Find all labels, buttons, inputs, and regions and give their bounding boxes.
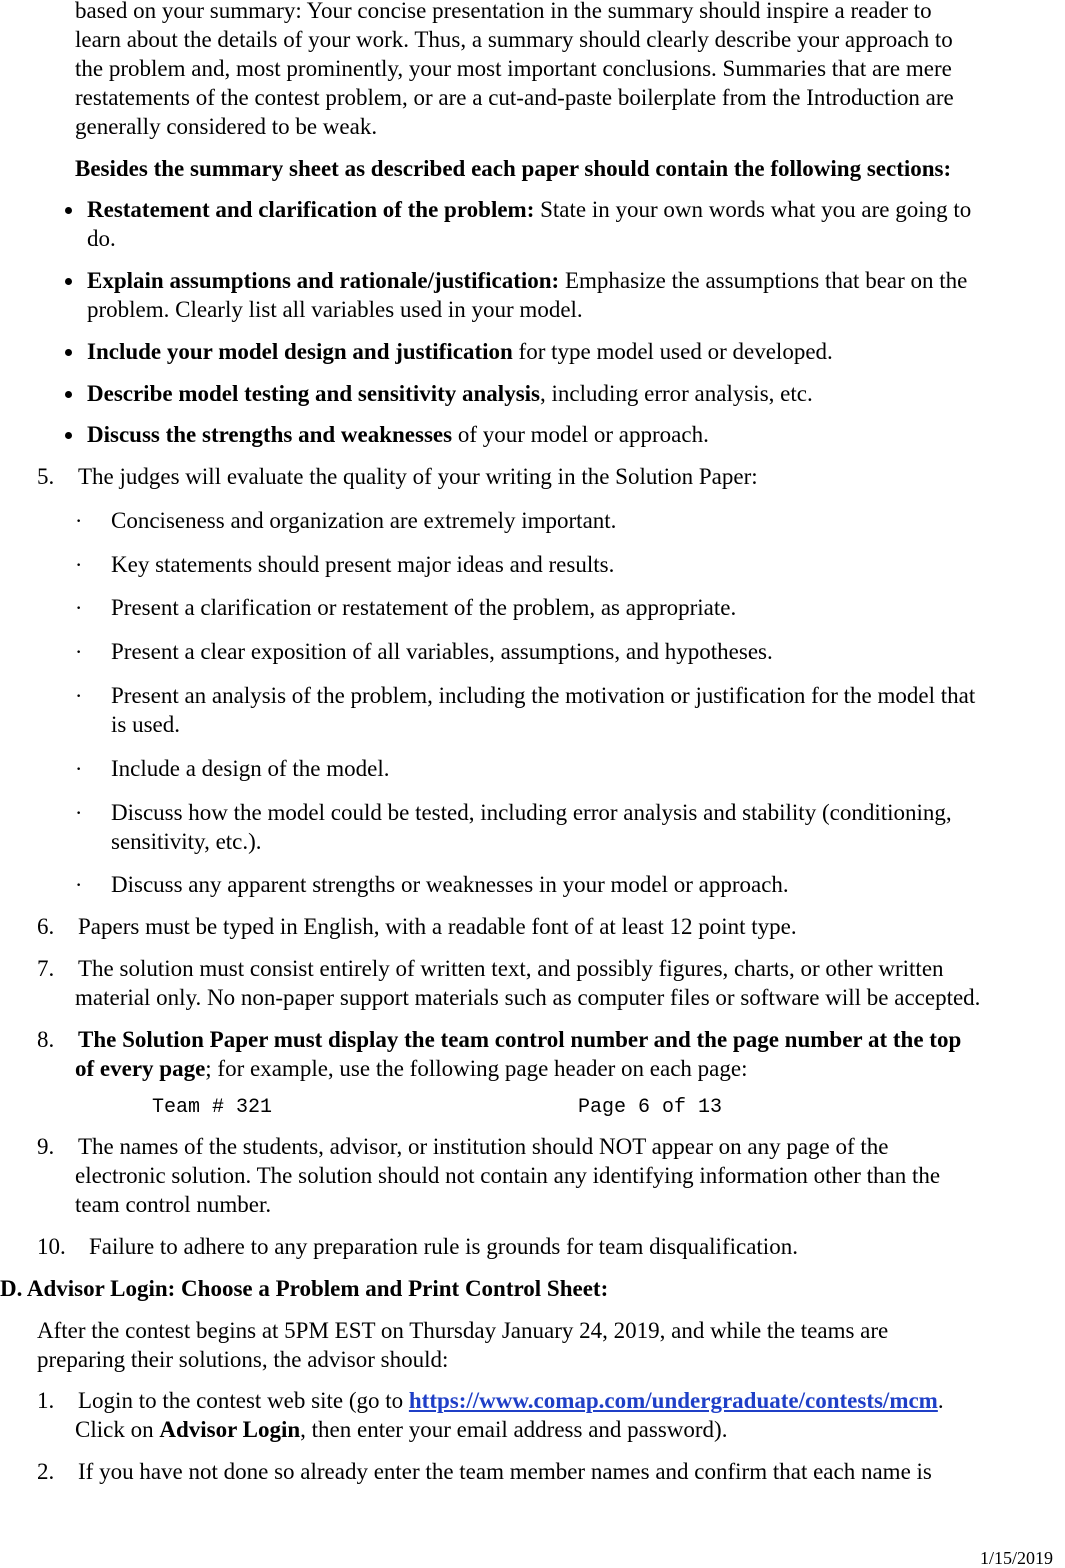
item-text: team control number. [75,1192,272,1217]
section-text: for type model used or developed. [512,339,833,364]
section-text: of your model or approach. [452,422,709,447]
point-text: Present an analysis of the problem, including the motivation or justification for the model that [111,683,976,708]
section-text: State in your own words what you are going to [534,197,972,222]
item-number: 1. [37,1388,55,1413]
sections-heading: Besides the summary sheet as described each paper should contain the following sections: [75,156,952,181]
item-bold-text: of every page [75,1056,206,1081]
paragraph-line: preparing their solutions, the advisor should: [37,1347,449,1372]
header-example-page: Page 6 of 13 [578,1096,723,1119]
header-example-team: Team # 321 [152,1096,273,1119]
item-number: 10. [37,1234,66,1259]
item-text: , then enter your email address and password). [300,1417,728,1442]
intro-line: based on your summary: Your concise presentation in the summary should inspire a reader to [75,0,932,23]
section-title: Restatement and clarification of the problem: [87,197,535,222]
section-text: do. [87,226,116,251]
item-text: Click on [75,1417,160,1442]
contest-site-link[interactable]: https://www.comap.com/undergraduate/contests/mcm [408,1388,938,1413]
item-text: electronic solution. The solution should not contain any identifying information other than the [75,1163,941,1188]
bullet-icon [65,391,72,398]
section-title: Describe model testing and sensitivity analysis [87,381,540,406]
item-number: 6. [37,914,55,939]
middot-bullet: · [75,595,83,620]
item-text: Failure to adhere to any preparation rule is grounds for team disqualification. [89,1234,798,1259]
point-text: Present a clear exposition of all variables, assumptions, and hypotheses. [111,639,773,664]
section-title: Discuss the strengths and weaknesses [87,422,453,447]
item-text: material only. No non-paper support materials such as computer files or software will be accepted. [75,985,981,1010]
advisor-login-label: Advisor Login [159,1417,301,1442]
middot-bullet: · [75,508,83,533]
item-text: Papers must be typed in English, with a readable font of at least 12 point type. [78,914,797,939]
item-number: 8. [37,1027,55,1052]
intro-line: the problem and, most prominently, your most important conclusions. Summaries that are mere [75,56,952,81]
section-text: , including error analysis, etc. [539,381,813,406]
paragraph-line: After the contest begins at 5PM EST on Thursday January 24, 2019, and while the teams are [37,1318,889,1343]
bullet-icon [65,349,72,356]
item-number: 7. [37,956,55,981]
item-text: Login to the contest web site (go to [78,1388,409,1413]
point-text: is used. [111,712,180,737]
point-text: Discuss how the model could be tested, including error analysis and stability (conditioning, [111,800,952,825]
section-text: problem. Clearly list all variables used in your model. [87,297,583,322]
section-heading: D. Advisor Login: Choose a Problem and Print Control Sheet: [0,1276,609,1301]
point-text: Key statements should present major ideas and results. [111,552,615,577]
section-title: Explain assumptions and rationale/justification: [87,268,560,293]
item-text: If you have not done so already enter the team member names and confirm that each name is [78,1459,932,1484]
point-text: sensitivity, etc.). [111,829,262,854]
item-number: 5. [37,464,55,489]
item-text: ; for example, use the following page header on each page: [205,1056,748,1081]
point-text: Present a clarification or restatement of the problem, as appropriate. [111,595,737,620]
bullet-icon [65,432,72,439]
item-number: 2. [37,1459,55,1484]
item-text: The solution must consist entirely of written text, and possibly figures, charts, or other written [78,956,944,981]
bullet-icon [65,207,72,214]
item-number: 9. [37,1134,55,1159]
footer-date: 1/15/2019 [980,1548,1054,1568]
item-bold-text: The Solution Paper must display the team control number and the page number at the top [78,1027,962,1052]
middot-bullet: · [75,756,83,781]
point-text: Discuss any apparent strengths or weaknesses in your model or approach. [111,872,789,897]
middot-bullet: · [75,683,83,708]
item-text: The names of the students, advisor, or institution should NOT appear on any page of the [78,1134,889,1159]
middot-bullet: · [75,872,83,897]
section-title: Include your model design and justification [87,339,513,364]
section-text: Emphasize the assumptions that bear on the [559,268,968,293]
intro-line: generally considered to be weak. [75,114,378,139]
point-text: Include a design of the model. [111,756,390,781]
middot-bullet: · [75,552,83,577]
intro-line: learn about the details of your work. Thus, a summary should clearly describe your approach to [75,27,953,52]
bullet-icon [65,278,72,285]
point-text: Conciseness and organization are extremely important. [111,508,617,533]
item-text: The judges will evaluate the quality of your writing in the Solution Paper: [78,464,758,489]
middot-bullet: · [75,639,83,664]
item-text: . [937,1388,944,1413]
middot-bullet: · [75,800,83,825]
intro-line: restatements of the contest problem, or are a cut-and-paste boilerplate from the Introduction are [75,85,954,110]
